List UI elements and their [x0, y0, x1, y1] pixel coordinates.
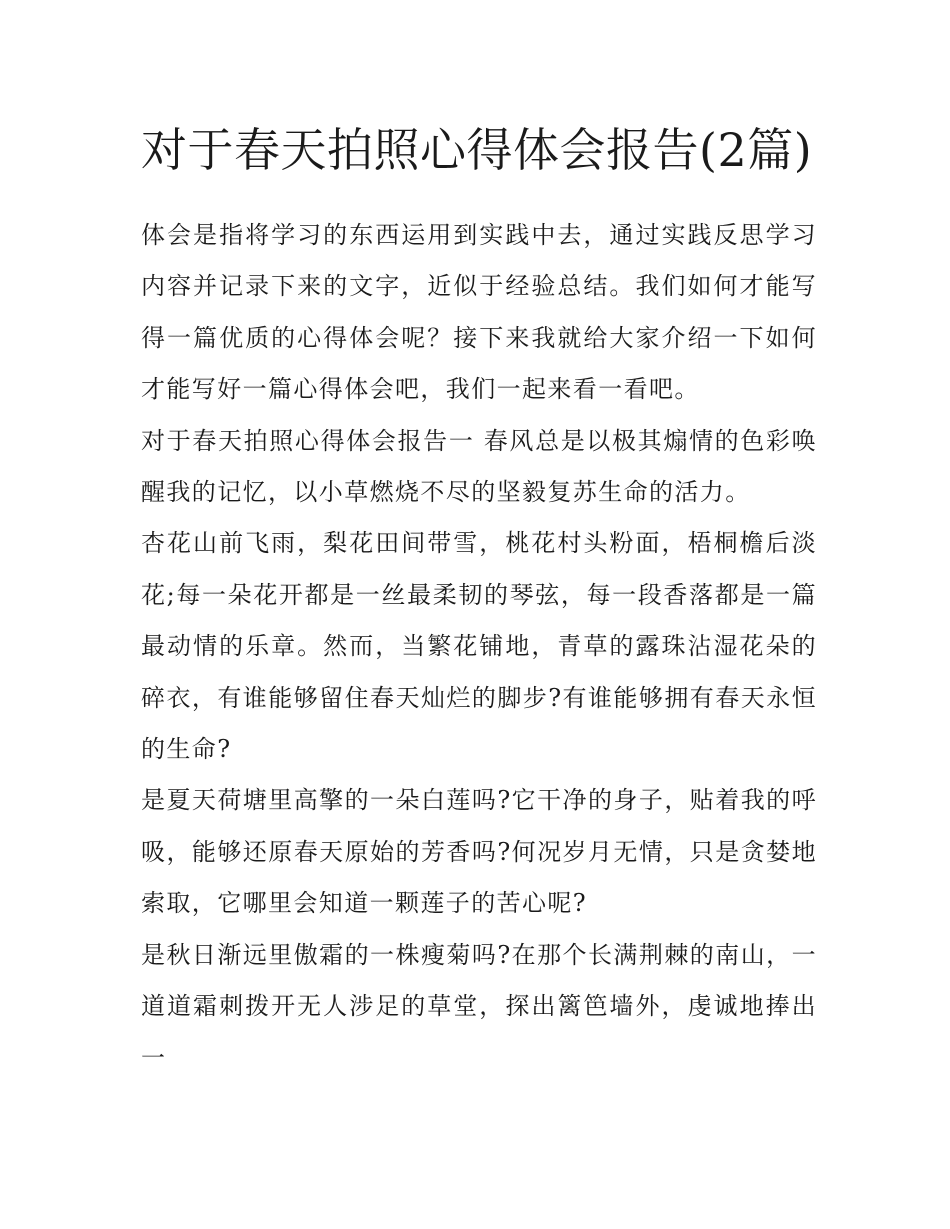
paragraph-autumn-chrysanthemum: 是秋日渐远里傲霜的一株瘦菊吗?在那个长满荆棘的南山，一道道霜刺拨开无人涉足的草堂，探出篱笆墙外，虔诚地捧出一: [141, 940, 817, 1072]
document-body: [141, 112, 817, 1084]
paragraph-summer-lotus: 是夏天荷塘里高擎的一朵白莲吗?它干净的身子，贴着我的呼吸，能够还原春天原始的芳香吗?何况岁月无情，只是贪婪地索取，它哪里会知道一颗莲子的苦心呢?: [141, 786, 817, 918]
paragraph-report-one: 对于春天拍照心得体会报告一 春风总是以极其煽情的色彩唤醒我的记忆，以小草燃烧不尽的坚毅复苏生命的活力。: [141, 426, 817, 507]
paragraph-flowers: 杏花山前飞雨，梨花田间带雪，桃花村头粉面，梧桐檐后淡花;每一朵花开都是一丝最柔韧的琴弦，每一段香落都是一篇最动情的乐章。然而，当繁花铺地，青草的露珠沾湿花朵的碎衣，有谁能够留住春天灿烂的脚步?有谁能够拥有春天永恒的生命?: [141, 529, 817, 764]
document-title: 对于春天拍照心得体会报告(2篇): [141, 123, 813, 177]
paragraph-intro: 体会是指将学习的东西运用到实践中去，通过实践反思学习内容并记录下来的文字，近似于经验总结。我们如何才能写得一篇优质的心得体会呢？接下来我就给大家介绍一下如何才能写好一篇心得体会吧，我们一起来看一看吧。: [141, 221, 817, 404]
